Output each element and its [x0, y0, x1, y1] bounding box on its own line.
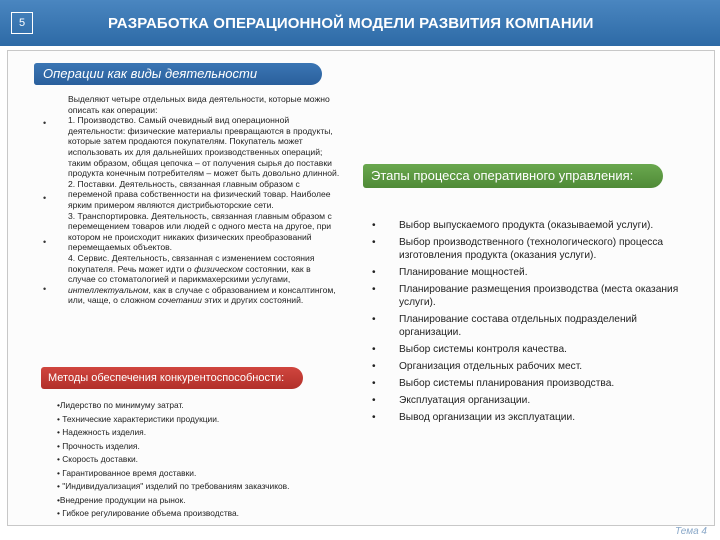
- footer-topic: Тема 4: [675, 526, 707, 537]
- slide-number: 5: [11, 12, 33, 34]
- operations-banner: Операции как виды деятельности: [34, 63, 322, 85]
- list-item: • Гарантированное время доставки.: [57, 467, 197, 478]
- stages-banner: Этапы процесса оперативного управления:: [363, 164, 663, 188]
- list-item: • Планирование размещения производства (места оказания услуги).: [372, 283, 692, 309]
- list-item: • Планирование мощностей.: [372, 266, 692, 279]
- list-item: • Планирование состава отдельных подразделений организации.: [372, 313, 692, 339]
- header-bar: [0, 0, 720, 46]
- bullet-marker: •: [43, 193, 47, 203]
- list-item: •Лидерство по минимуму затрат.: [57, 400, 184, 410]
- list-item: •Внедрение продукции на рынок.: [57, 494, 186, 505]
- operations-item-service: 4. Сервис. Деятельность, связанная с изменением состояния покупателя. Речь может идти о физическом состоянии, как в случае со стоматологией и парикмахерскими услугами, интеллектуальном, как в случае с образованием и консалтингом, или, чаще, о сложном сочетании этих и других состояний.: [68, 252, 336, 306]
- bullet-marker: •: [43, 284, 47, 294]
- operations-item-transport: 3. Транспортировка. Деятельность, связанная главным образом с перемещением товаров или людей с одного места на другое, при котором не происходит никаких физических преобразований перемещаемых объектов.: [68, 210, 332, 253]
- list-item: • Эксплуатация организации.: [372, 394, 692, 407]
- page-title: РАЗРАБОТКА ОПЕРАЦИОННОЙ МОДЕЛИ РАЗВИТИЯ КОМПАНИИ: [108, 15, 594, 32]
- list-item: • Организация отдельных рабочих мест.: [372, 360, 692, 373]
- list-item: • Надежность изделия.: [57, 427, 147, 437]
- list-item: • Выбор системы контроля качества.: [372, 343, 692, 356]
- operations-item-supply: 2. Поставки. Деятельность, связанная главным образом с переменой права собственности на физический товар. Наиболее ярким примером являются дистрибьюторские сети.: [68, 178, 331, 210]
- operations-item-production: 1. Производство. Самый очевидный вид операционной деятельности: физические материалы превращаются в продукты, которые затем продаются покупателям. Покупатель может использовать их для дальнейших производственных операций; таким образом, общая цепочка – от получения сырья до поставки продукта конечным потребителям – может быть довольно длинной.: [68, 115, 340, 179]
- list-item: • Выбор производственного (технологического) процесса изготовления продукта (оказания услуги).: [372, 236, 692, 262]
- stages-list: [372, 219, 692, 428]
- list-item: • Гибкое регулирование объема производства.: [57, 508, 240, 518]
- bullet-marker: •: [43, 237, 47, 247]
- list-item: • Выбор выпускаемого продукта (оказываемой услуги).: [372, 219, 692, 232]
- operations-text: [68, 94, 340, 306]
- methods-banner: Методы обеспечения конкурентоспособности:: [41, 367, 303, 389]
- list-item: • Вывод организации из эксплуатации.: [372, 411, 692, 424]
- operations-intro: Выделяют четыре отдельных вида деятельности, которые можно описать как операции:: [68, 94, 330, 115]
- list-item: • Выбор системы планирования производства.: [372, 377, 692, 390]
- list-item: • Скорость доставки.: [57, 454, 139, 464]
- methods-list: [57, 399, 357, 521]
- bullet-marker: •: [43, 118, 47, 128]
- list-item: • Технические характеристики продукции.: [57, 413, 220, 424]
- list-item: • Прочность изделия.: [57, 440, 140, 451]
- list-item: • "Индивидуализация" изделий по требованиям заказчиков.: [57, 481, 290, 491]
